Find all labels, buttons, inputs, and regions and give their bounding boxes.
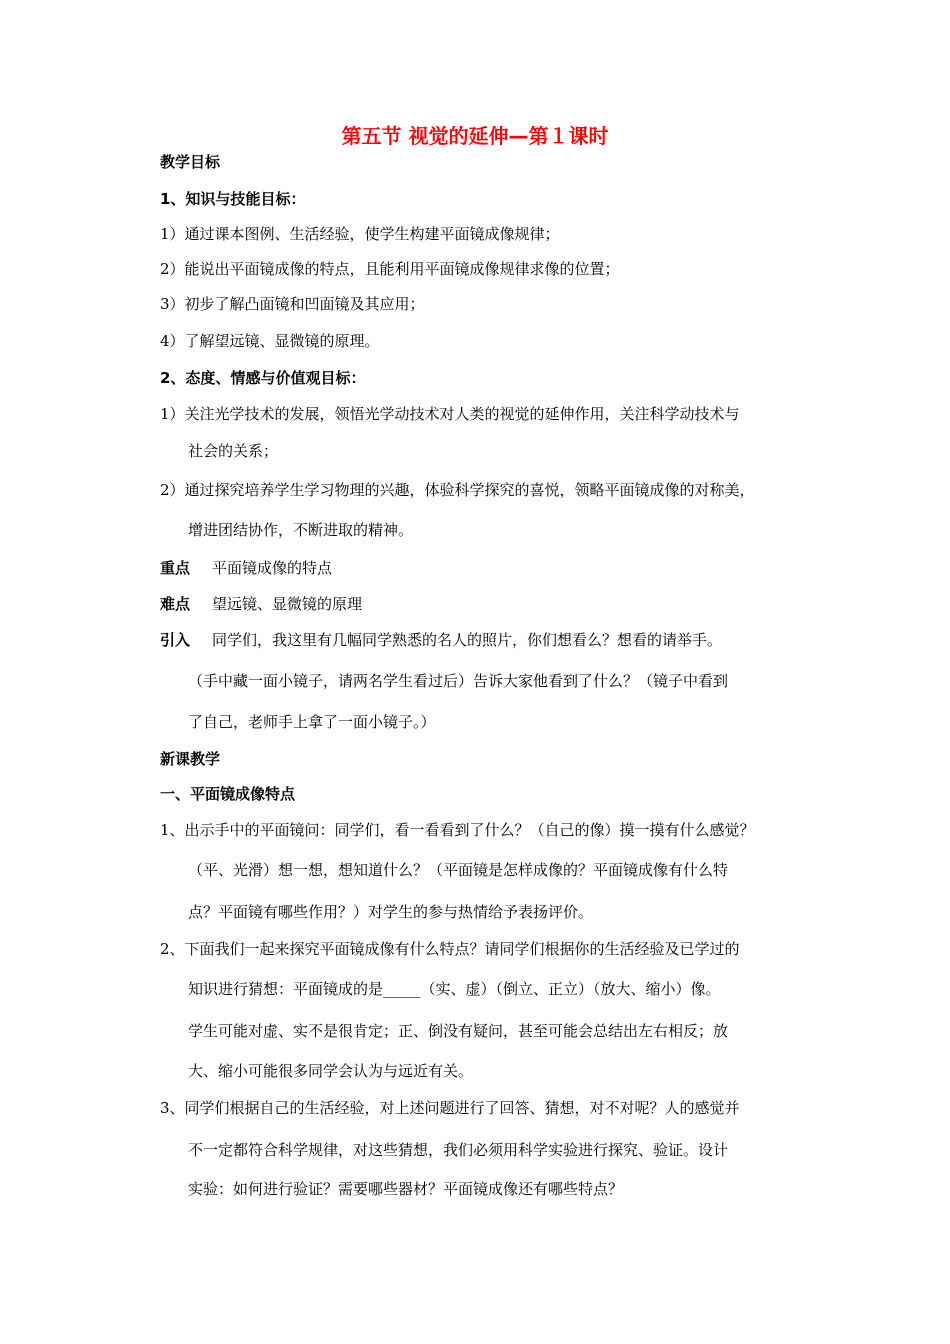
knowledge-item-3: 3）初步了解凸面镜和凹面镜及其应用； bbox=[160, 295, 425, 313]
intro-line-3: 了自己，老师手上拿了一面小镜子。） bbox=[188, 713, 436, 731]
para-3-line-2: 不一定都符合科学规律，对这些猜想，我们必须用科学实验进行探究、验证。设计 bbox=[188, 1141, 729, 1159]
heading-knowledge-goals: 1、知识与技能目标： bbox=[160, 190, 306, 208]
attitude-item-2-line-2: 增进团结协作，不断进取的精神。 bbox=[188, 521, 414, 539]
key-point-row bbox=[160, 557, 332, 579]
para-2-line-2: 知识进行猜想：平面镜成的是_____（实、虚）（倒立、正立）（放大、缩小）像。 bbox=[188, 980, 721, 998]
intro-line-1: 同学们，我这里有几幅同学熟悉的名人的照片，你们想看么？想看的请举手。 bbox=[212, 631, 723, 649]
para-2-line-3: 学生可能对虚、实不是很肯定；正、倒没有疑问，甚至可能会总结出左右相反；放 bbox=[188, 1022, 729, 1040]
heading-teaching-goals: 教学目标 bbox=[160, 153, 221, 171]
key-point-label: 重点 bbox=[160, 559, 191, 577]
para-1-line-3: 点？平面镜有哪些作用？）对学生的参与热情给予表扬评价。 bbox=[188, 903, 594, 921]
para-2-line-4: 大、缩小可能很多同学会认为与远近有关。 bbox=[188, 1062, 474, 1080]
difficulty-label: 难点 bbox=[160, 595, 191, 613]
para-3-line-3: 实验：如何进行验证？需要哪些器材？平面镜成像还有哪些特点？ bbox=[188, 1180, 624, 1198]
attitude-item-2-line-1: 2）通过探究培养学生学习物理的兴趣，体验科学探究的喜悦，领略平面镜成像的对称美， bbox=[160, 481, 755, 499]
heading-attitude-goals: 2、态度、情感与价值观目标： bbox=[160, 369, 366, 387]
key-point-text: 平面镜成像的特点 bbox=[212, 559, 333, 577]
knowledge-item-4: 4）了解望远镜、显微镜的原理。 bbox=[160, 332, 380, 350]
intro-row bbox=[160, 629, 722, 651]
attitude-item-1-line-1: 1）关注光学技术的发展，领悟光学动技术对人类的视觉的延伸作用，关注科学动技术与 bbox=[160, 405, 740, 423]
para-1-line-1: 1、出示手中的平面镜问：同学们，看一看看到了什么？（自己的像）摸一摸有什么感觉？ bbox=[160, 821, 755, 839]
para-1-line-2: （平、光滑）想一想，想知道什么？（平面镜是怎样成像的？平面镜成像有什么特 bbox=[188, 861, 729, 879]
knowledge-item-1: 1）通过课本图例、生活经验，使学生构建平面镜成像规律； bbox=[160, 225, 560, 243]
knowledge-item-2: 2）能说出平面镜成像的特点，且能利用平面镜成像规律求像的位置； bbox=[160, 260, 620, 278]
difficulty-row bbox=[160, 593, 362, 615]
difficulty-text: 望远镜、显微镜的原理 bbox=[212, 595, 363, 613]
heading-new-lesson: 新课教学 bbox=[160, 750, 221, 768]
heading-section-1: 一、平面镜成像特点 bbox=[160, 785, 296, 803]
document-title: 第五节 视觉的延伸—第１课时 bbox=[341, 124, 609, 148]
intro-line-2: （手中藏一面小镜子，请两名学生看过后）告诉大家他看到了什么？（镜子中看到 bbox=[188, 672, 729, 690]
attitude-item-1-line-2: 社会的关系； bbox=[188, 442, 279, 460]
para-3-line-1: 3、同学们根据自己的生活经验，对上述问题进行了回答、猜想，对不对呢？人的感觉并 bbox=[160, 1099, 740, 1117]
intro-label: 引入 bbox=[160, 631, 191, 649]
para-2-line-1: 2、下面我们一起来探究平面镜成像有什么特点？请同学们根据你的生活经验及已学过的 bbox=[160, 940, 740, 958]
